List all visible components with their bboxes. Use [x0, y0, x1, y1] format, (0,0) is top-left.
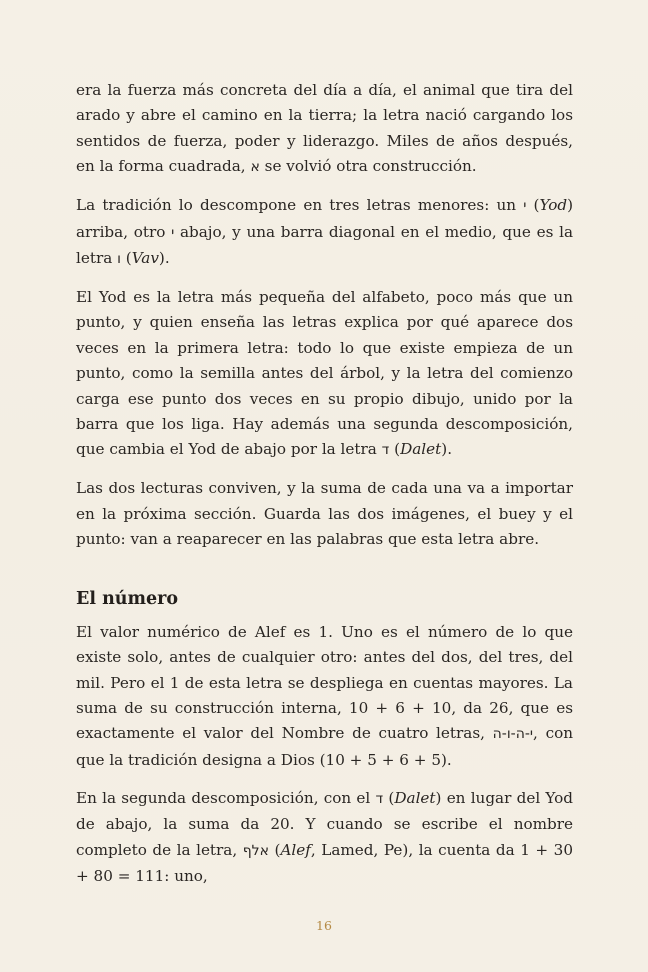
page-number: 16: [316, 918, 332, 933]
paragraph: [76, 285, 573, 464]
text-run: El Yod es la letra más pequeña del alfabeto, poco más que un punto, y quien enseña las letras explica por qué aparece dos veces en la primera letra: todo lo que existe empieza de un punto, como la semilla antes del árbol, y la letra del comienzo carga ese punto dos veces en su propio dibujo, unido por la barra que los liga. Hay además una segunda descomposición, que cambia el Yod de abajo por la letra: [76, 288, 573, 459]
italic-term: Dalet: [400, 440, 442, 459]
text-run: ) en lugar del Yod de abajo, la suma da 20. Y cuando se escribe el nombre completo de la letra,: [76, 788, 573, 859]
text-run: , Lamed, Pe), la cuenta da 1 + 30 + 80 = 111: uno,: [76, 840, 573, 885]
hebrew-letter: י: [523, 198, 527, 215]
text-run: (: [120, 249, 132, 268]
text-run: , con que la tradición designa a Dios (10 + 5 + 6 + 5).: [76, 724, 573, 769]
text-run: ).: [441, 440, 453, 459]
text-run: En la segunda descomposición, con el: [76, 788, 376, 807]
paragraph: [76, 620, 573, 773]
paragraph: [76, 476, 573, 552]
hebrew-letter: א: [250, 159, 260, 176]
text-run: (: [269, 840, 281, 859]
text-run: El valor numérico de Alef es 1. Uno es el número de lo que existe solo, antes de cualquier otro: antes del dos, del tres, del mil. Pero el 1 de esta letra se despliega en cuentas mayores. La suma de su construcción interna, 10 + 6 + 10, da 26, que es exactamente el valor del Nombre de cuatro letras,: [76, 622, 573, 743]
hebrew-letter: י: [171, 224, 175, 241]
hebrew-letter: ד: [375, 790, 384, 807]
text-run: era la fuerza más concreta del día a día, el animal que tira del arado y abre el camino en la tierra; la letra nació cargando los sentidos de fuerza, poder y liderazgo. Miles de años después, en la forma cuadrada,: [76, 81, 573, 176]
paragraph: [76, 786, 573, 890]
text-block-intro: [76, 78, 573, 553]
hebrew-letter: י-ה-ו-ה: [492, 726, 534, 743]
text-run: se volvió otra construcción.: [259, 157, 477, 176]
hebrew-letter: ו: [117, 251, 121, 268]
text-run: ) arriba, otro: [76, 196, 573, 241]
page-body: [76, 78, 573, 902]
paragraph: [76, 193, 573, 272]
text-run: abajo, y una barra diagonal en el medio, que es la letra: [76, 222, 573, 268]
text-run: (: [383, 788, 395, 807]
text-block-number: [76, 620, 573, 890]
text-run: (: [389, 440, 401, 459]
text-run: (: [526, 196, 540, 215]
text-run: Las dos lecturas conviven, y la suma de cada una va a importar en la próxima sección. Guarda las dos imágenes, el buey y el punto: van a reaparecer en las palabras que esta letra abre.: [76, 479, 573, 549]
italic-term: Yod: [539, 196, 568, 215]
hebrew-letter: ד: [381, 442, 390, 459]
text-run: La tradición lo descompone en tres letras menores: un: [76, 196, 524, 215]
text-run: ).: [158, 249, 170, 268]
italic-term: Vav: [131, 249, 159, 268]
hebrew-letter: אלף: [242, 842, 269, 859]
italic-term: Alef: [280, 840, 311, 859]
italic-term: Dalet: [394, 788, 436, 807]
paragraph: [76, 78, 573, 181]
section-heading: El número: [76, 588, 179, 609]
